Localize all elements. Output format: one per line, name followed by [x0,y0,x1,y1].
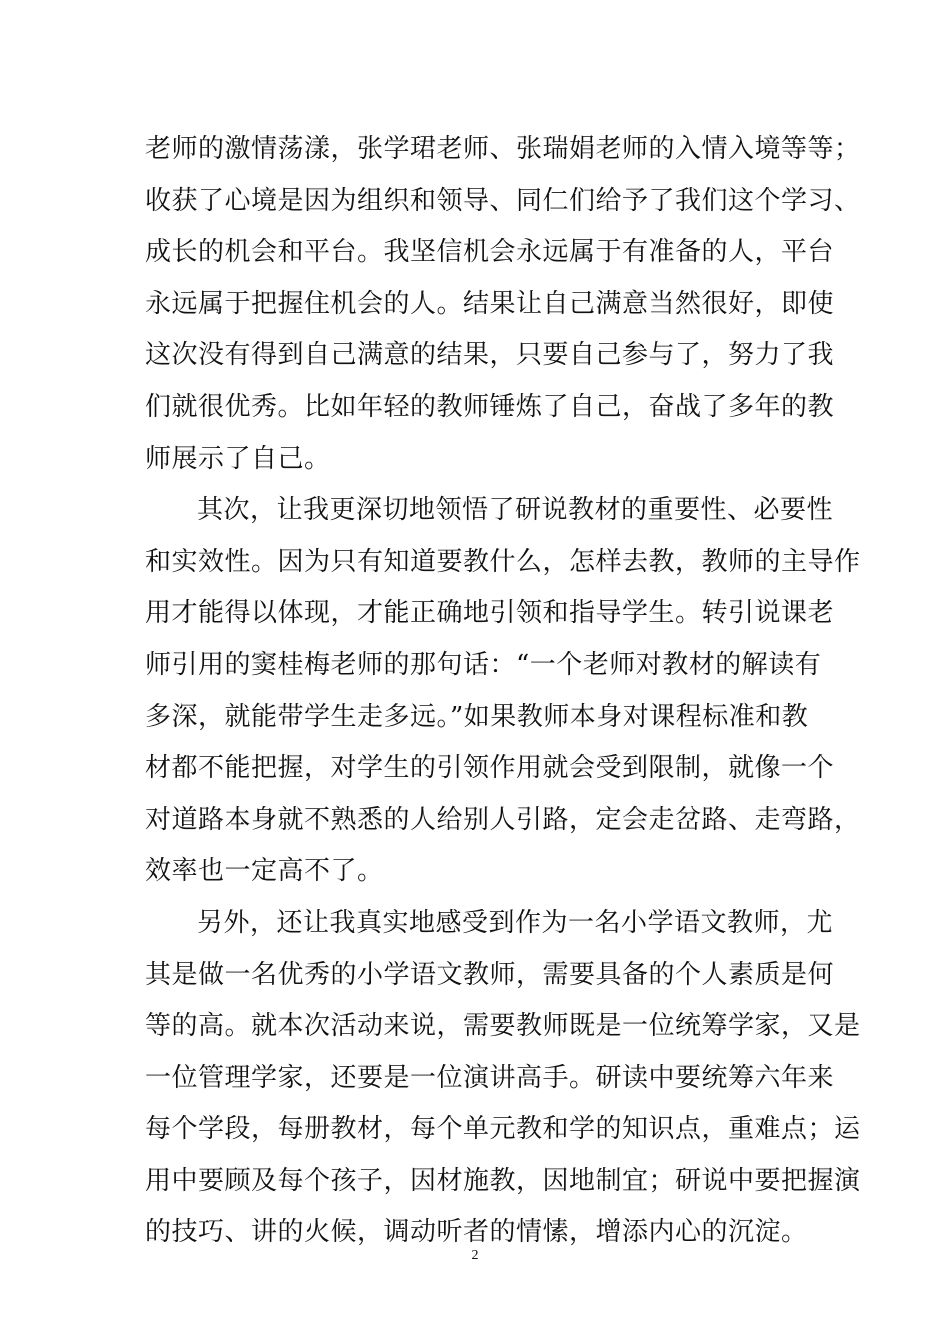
text-line: 一位管理学家，还要是一位演讲高手。研读中要统筹六年来 [145,1062,835,1093]
text-line: 多深，就能带学生走多远。”如果教师本身对课程标准和教 [145,701,809,732]
paragraph-first-line: 另外，还让我真实地感受到作为一名小学语文教师，尤 [197,907,834,938]
text-line: 其是做一名优秀的小学语文教师，需要具备的个人素质是何 [145,959,835,990]
text-line: 用中要顾及每个孩子，因材施教，因地制宜；研说中要把握演 [145,1165,861,1196]
text-line: 们就很优秀。比如年轻的教师锤炼了自己，奋战了多年的教 [145,391,835,422]
paragraph-first-line: 其次，让我更深切地领悟了研说教材的重要性、必要性 [197,495,834,526]
text-line: 材都不能把握，对学生的引领作用就会受到限制，就像一个 [145,753,835,784]
text-line: 对道路本身就不熟悉的人给别人引路，定会走岔路、走弯路， [145,804,861,835]
text-line: 永远属于把握住机会的人。结果让自己满意当然很好，即使 [145,288,835,319]
text-line: 效率也一定高不了。 [145,856,384,887]
text-line: 收获了心境是因为组织和领导、同仁们给予了我们这个学习、 [145,185,861,216]
text-line: 和实效性。因为只有知道要教什么，怎样去教，教师的主导作 [145,546,861,577]
page-number: 2 [471,1248,479,1263]
text-line: 师展示了自己。 [145,443,331,474]
text-line: 等的高。就本次活动来说，需要教师既是一位统筹学家，又是 [145,1011,861,1042]
text-line: 用才能得以体现，才能正确地引领和指导学生。转引说课老 [145,598,835,629]
text-line: 每个学段，每册教材，每个单元教和学的知识点，重难点；运 [145,1114,861,1145]
text-line: 师引用的窦桂梅老师的那句话：“一个老师对教材的解读有 [145,649,822,680]
text-line: 成长的机会和平台。我坚信机会永远属于有准备的人，平台 [145,237,835,268]
text-line: 老师的激情荡漾，张学珺老师、张瑞娟老师的入情入境等等； [145,134,861,164]
body-text [145,124,861,1259]
text-line: 这次没有得到自己满意的结果，只要自己参与了，努力了我 [145,340,835,371]
text-line: 的技巧、讲的火候，调动听者的情愫，增添内心的沉淀。 [145,1217,808,1248]
